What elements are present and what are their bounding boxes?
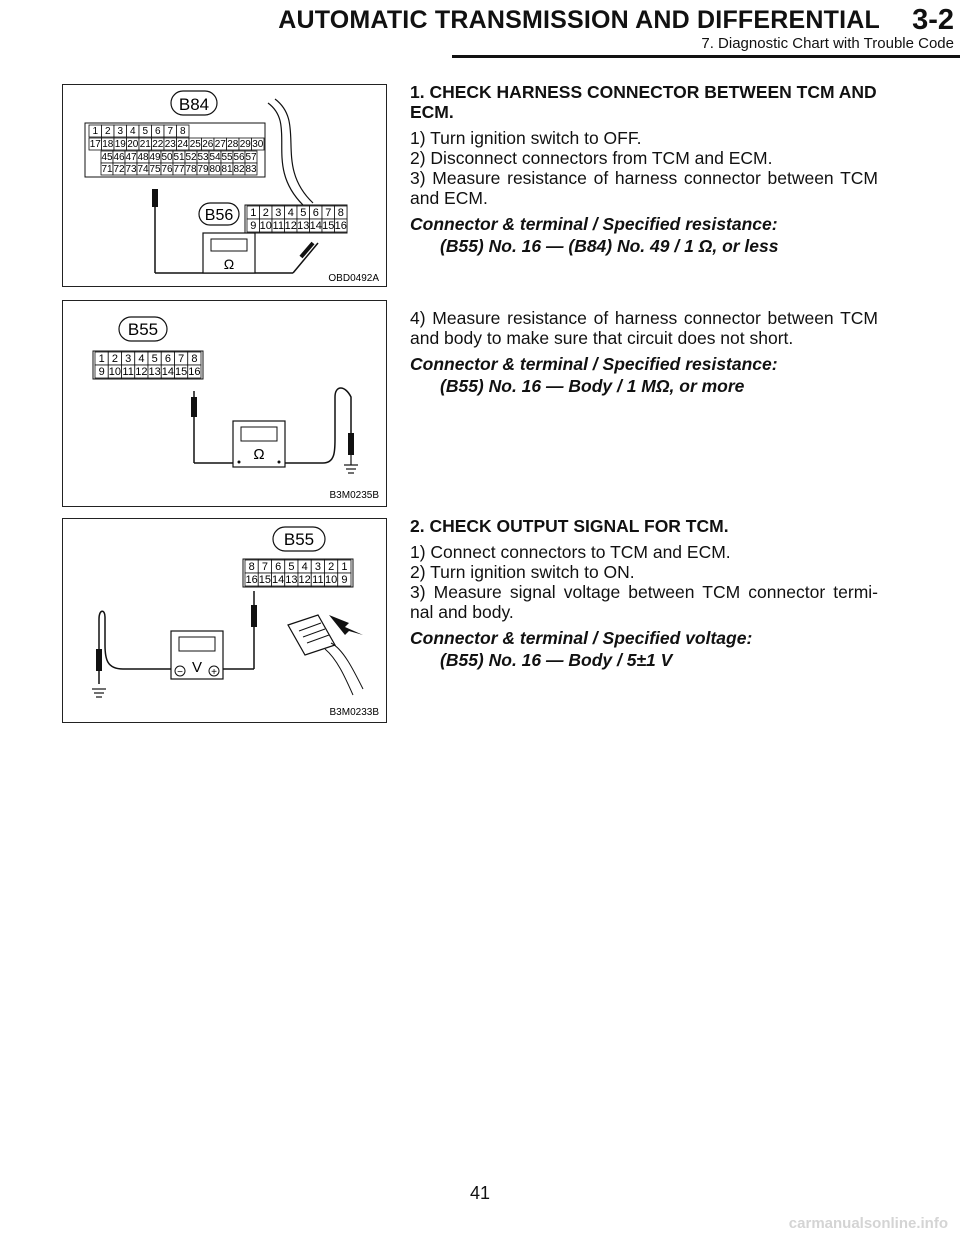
probe-lead xyxy=(99,611,171,684)
terminal-number: 9 xyxy=(250,220,257,232)
terminal-number: 3 xyxy=(117,126,124,137)
probe-lead xyxy=(293,243,318,273)
terminal-number: 16 xyxy=(245,574,258,586)
instruction-line: 2) Disconnect connectors from TCM and ECM. xyxy=(410,148,773,168)
terminal-number: 15 xyxy=(258,574,271,586)
figure-code: OBD0492A xyxy=(328,273,379,284)
terminal-number: 55 xyxy=(221,152,233,163)
terminal-number: 5 xyxy=(151,353,158,365)
meter-display xyxy=(179,637,215,651)
instruction-line: 3) Measure resistance of harness connector between TCM and ECM. xyxy=(410,168,878,208)
step-1-short-check-text xyxy=(410,308,878,402)
meter-display xyxy=(211,239,247,251)
terminal-number: 76 xyxy=(161,164,173,175)
terminal-number: 54 xyxy=(209,152,221,163)
connector-label-b55: B55 xyxy=(127,320,159,339)
figure-code: B3M0235B xyxy=(329,490,379,501)
terminal-number: 1 xyxy=(341,561,348,573)
terminal-number: 29 xyxy=(239,139,251,150)
page-number: 41 xyxy=(469,1183,491,1203)
terminal-number: 2 xyxy=(262,207,269,219)
figure-b3m0233b xyxy=(62,518,387,723)
terminal-number: 75 xyxy=(149,164,161,175)
connector-label-b84: B84 xyxy=(178,95,210,114)
terminal-number: 8 xyxy=(248,561,255,573)
terminal-number: 74 xyxy=(137,164,149,175)
watermark: carmanualsonline.info xyxy=(788,1215,948,1232)
connector-b56-terminals xyxy=(247,206,347,232)
instruction-line: 4) Measure resistance of harness connector between TCM and body to make sure that circuit does not short. xyxy=(410,308,878,348)
terminal-number: 6 xyxy=(275,561,282,573)
terminal-number: 3 xyxy=(275,207,282,219)
connector-label-b56: B56 xyxy=(204,207,234,224)
figure-b3m0235b xyxy=(62,300,387,507)
terminal-number: 45 xyxy=(101,152,113,163)
terminal-number: 12 xyxy=(284,220,297,232)
terminal-number: 50 xyxy=(161,152,173,163)
terminal-number: 14 xyxy=(272,574,285,586)
terminal-number: 14 xyxy=(161,366,174,378)
terminal-number: 3 xyxy=(125,353,132,365)
terminal-number: 2 xyxy=(104,126,111,137)
terminal-number: 9 xyxy=(98,366,105,378)
probe-tip xyxy=(191,397,197,417)
section-title: AUTOMATIC TRANSMISSION AND DIFFERENTIAL xyxy=(278,6,880,34)
ohm-symbol: Ω xyxy=(253,446,265,463)
terminal-number: 5 xyxy=(300,207,307,219)
terminal-number: 16 xyxy=(334,220,347,232)
spec-label: Connector & terminal / Specified voltage: xyxy=(410,628,753,648)
terminal-number: 46 xyxy=(113,152,125,163)
instruction-line: 3) Measure signal voltage between TCM connector termi- nal and body. xyxy=(410,582,878,622)
terminal-number: 20 xyxy=(127,139,139,150)
terminal-number: 12 xyxy=(298,574,311,586)
terminal-number: 1 xyxy=(250,207,257,219)
probe-tip xyxy=(251,605,257,627)
terminal-number: 4 xyxy=(301,561,308,573)
terminal-number: 7 xyxy=(178,353,185,365)
probe-lead xyxy=(285,388,351,463)
terminal-number: 6 xyxy=(154,126,161,137)
header-rule xyxy=(452,55,960,58)
terminal-number: 83 xyxy=(245,164,257,175)
spec-value: (B55) No. 16 — (B84) No. 49 / 1 Ω, or less xyxy=(440,236,779,256)
terminal-number: 3 xyxy=(314,561,321,573)
terminal-number: 25 xyxy=(189,139,201,150)
spec-label: Connector & terminal / Specified resistance: xyxy=(410,214,778,234)
instruction-line: 2) Turn ignition switch to ON. xyxy=(410,562,635,582)
instruction-line: 1) Turn ignition switch to OFF. xyxy=(410,128,642,148)
figure-obd0492a xyxy=(62,84,387,287)
terminal-number: 12 xyxy=(135,366,148,378)
terminal-number: 6 xyxy=(164,353,171,365)
terminal-number: 73 xyxy=(125,164,137,175)
terminal-number: 15 xyxy=(175,366,188,378)
meter-display xyxy=(241,427,277,441)
spec-value: (B55) No. 16 — Body / 5±1 V xyxy=(440,650,673,670)
connector-label-b55: B55 xyxy=(283,530,315,549)
terminal-number: 57 xyxy=(245,152,257,163)
terminal-number: 53 xyxy=(197,152,209,163)
step-1-text xyxy=(410,82,878,262)
probe-tip xyxy=(348,433,354,455)
terminal-number: 24 xyxy=(177,139,189,150)
terminal-number: 8 xyxy=(191,353,198,365)
terminal-number: 7 xyxy=(325,207,332,219)
terminal-number: 11 xyxy=(122,366,134,378)
terminal-number: 8 xyxy=(179,126,186,137)
terminal-number: 10 xyxy=(325,574,338,586)
terminal-number: 1 xyxy=(98,353,105,365)
terminal-number: 79 xyxy=(197,164,209,175)
volt-symbol: V xyxy=(191,659,203,676)
terminal-number: 9 xyxy=(341,574,348,586)
terminal-number: 47 xyxy=(125,152,137,163)
terminal-number: 5 xyxy=(142,126,149,137)
terminal-number: 81 xyxy=(221,164,233,175)
terminal-number: 4 xyxy=(287,207,294,219)
probe-tip xyxy=(96,649,102,671)
terminal-number: 15 xyxy=(322,220,335,232)
terminal-number: 30 xyxy=(252,139,264,150)
terminal-number: 13 xyxy=(148,366,161,378)
terminal-number: 23 xyxy=(164,139,176,150)
instruction-line: 1) Connect connectors to TCM and ECM. xyxy=(410,542,731,562)
connector-b55-terminals xyxy=(245,560,351,586)
plus-terminal: + xyxy=(211,667,217,678)
terminal-number: 71 xyxy=(101,164,113,175)
minus-terminal: − xyxy=(177,667,183,678)
terminal-number: 51 xyxy=(173,152,185,163)
step-heading: 1. CHECK HARNESS CONNECTOR BETWEEN TCM AND ECM. xyxy=(410,82,877,122)
terminal-number: 72 xyxy=(113,164,125,175)
terminal-number: 14 xyxy=(309,220,322,232)
terminal-number: 13 xyxy=(285,574,298,586)
terminal-number: 5 xyxy=(288,561,295,573)
terminal-number: 78 xyxy=(185,164,197,175)
terminal-number: 19 xyxy=(114,139,126,150)
terminal-number: 26 xyxy=(202,139,214,150)
terminal-number: 4 xyxy=(129,126,136,137)
terminal-number: 2 xyxy=(328,561,335,573)
terminal-number: 21 xyxy=(139,139,151,150)
terminal-number: 2 xyxy=(111,353,118,365)
terminal-number: 82 xyxy=(233,164,245,175)
spec-value: (B55) No. 16 — Body / 1 MΩ, or more xyxy=(440,376,745,396)
terminal-number: 11 xyxy=(272,220,284,232)
terminal-number: 16 xyxy=(188,366,201,378)
terminal-number: 4 xyxy=(138,353,145,365)
harness-curve xyxy=(275,99,313,203)
terminal-number: 6 xyxy=(312,207,319,219)
terminal-number: 18 xyxy=(102,139,114,150)
terminal-number: 77 xyxy=(173,164,185,175)
terminal-number: 56 xyxy=(233,152,245,163)
arrow-icon xyxy=(329,615,363,635)
ohm-symbol: Ω xyxy=(223,256,235,272)
section-subtitle: 7. Diagnostic Chart with Trouble Code xyxy=(701,35,954,52)
terminal-number: 10 xyxy=(108,366,121,378)
section-number: 3-2 xyxy=(912,4,954,36)
terminal-number: 28 xyxy=(227,139,239,150)
probe-tip xyxy=(152,189,158,207)
figure-code: B3M0233B xyxy=(329,707,379,718)
terminal-number: 13 xyxy=(297,220,310,232)
connector-b55-terminals xyxy=(95,352,201,378)
terminal-number: 11 xyxy=(312,574,324,586)
terminal-number: 80 xyxy=(209,164,221,175)
spec-label: Connector & terminal / Specified resistance: xyxy=(410,354,778,374)
terminal-number: 22 xyxy=(152,139,164,150)
terminal-number: 7 xyxy=(167,126,174,137)
terminal-number: 52 xyxy=(185,152,197,163)
step-2-text xyxy=(410,516,878,676)
terminal-number: 17 xyxy=(89,139,101,150)
tcm-connector-plug xyxy=(288,615,363,695)
terminal-number: 48 xyxy=(137,152,149,163)
terminal-number: 10 xyxy=(259,220,272,232)
terminal-number: 7 xyxy=(261,561,268,573)
terminal-number: 27 xyxy=(214,139,226,150)
step-heading: 2. CHECK OUTPUT SIGNAL FOR TCM. xyxy=(410,516,729,536)
harness-curve xyxy=(268,103,303,205)
terminal-number: 8 xyxy=(337,207,344,219)
terminal-number: 1 xyxy=(92,126,99,137)
terminal-number: 49 xyxy=(149,152,161,163)
